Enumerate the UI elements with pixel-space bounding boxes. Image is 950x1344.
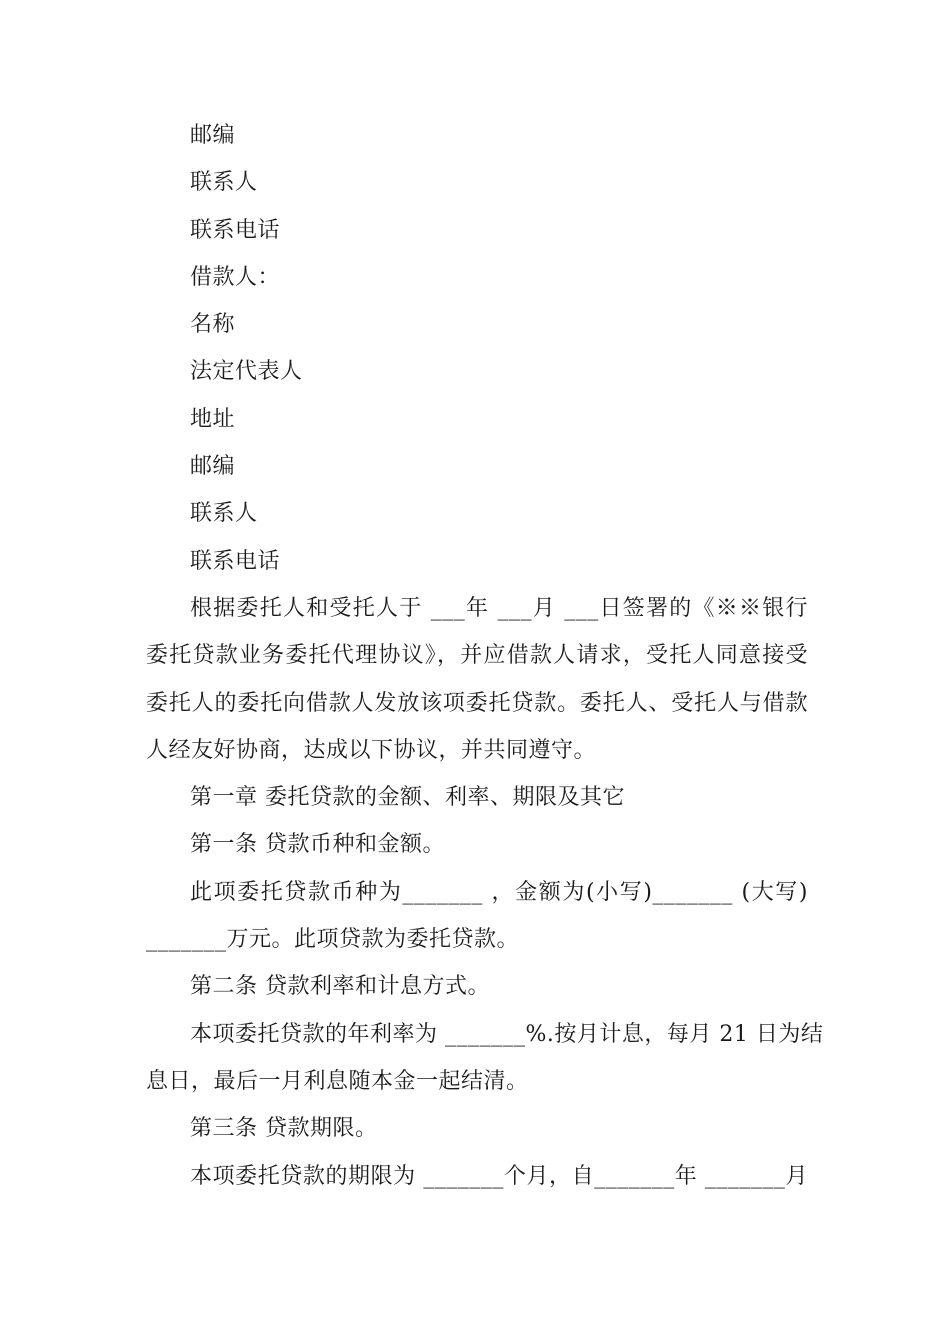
- field-label-name: 名称: [190, 312, 236, 338]
- chapter-heading: 第一章 委托贷款的金额、利率、期限及其它: [190, 785, 625, 811]
- field-label-phone: 联系电话: [190, 217, 281, 243]
- article-1-line: 此项委托贷款币种为_______ ，金额为(小写)_______ (大写): [190, 879, 808, 905]
- paragraph-line: 委托贷款业务委托代理协议》，并应借款人请求，受托人同意接受: [146, 643, 808, 669]
- article-2-line: 息日，最后一月利息随本金一起结清。: [146, 1068, 529, 1094]
- field-label-postcode: 邮编: [190, 123, 236, 148]
- paragraph-line: 人经友好协商，达成以下协议，并共同遵守。: [146, 737, 597, 763]
- field-label-phone-2: 联系电话: [190, 548, 281, 574]
- article-2-title: 第二条 贷款利率和计息方式。: [190, 974, 490, 1000]
- article-1-line: _______万元。此项贷款为委托贷款。: [146, 927, 520, 953]
- paragraph-line: 委托人的委托向借款人发放该项委托贷款。委托人、受托人与借款: [146, 690, 808, 716]
- article-3-line: 本项委托贷款的期限为 _______个月，自_______年 _______月: [190, 1163, 808, 1189]
- field-label-legal-representative: 法定代表人: [190, 359, 303, 385]
- agreement-intro-paragraph: [146, 585, 808, 774]
- field-label-address: 地址: [190, 406, 236, 432]
- article-3-title: 第三条 贷款期限。: [190, 1116, 378, 1142]
- paragraph-line: 根据委托人和受托人于 ___年 ___月 ___日签署的《※※银行: [190, 595, 808, 621]
- article-2-line: 本项委托贷款的年利率为 _______%.按月计息，每月 21 日为结: [190, 1021, 824, 1047]
- field-label-postcode-2: 邮编: [190, 454, 236, 480]
- section-label-borrower: 借款人：: [190, 264, 281, 290]
- field-label-contact: 联系人: [190, 170, 258, 196]
- article-1-title: 第一条 贷款币种和金额。: [190, 832, 445, 858]
- field-label-contact-2: 联系人: [190, 501, 258, 527]
- document-body: [146, 112, 824, 1200]
